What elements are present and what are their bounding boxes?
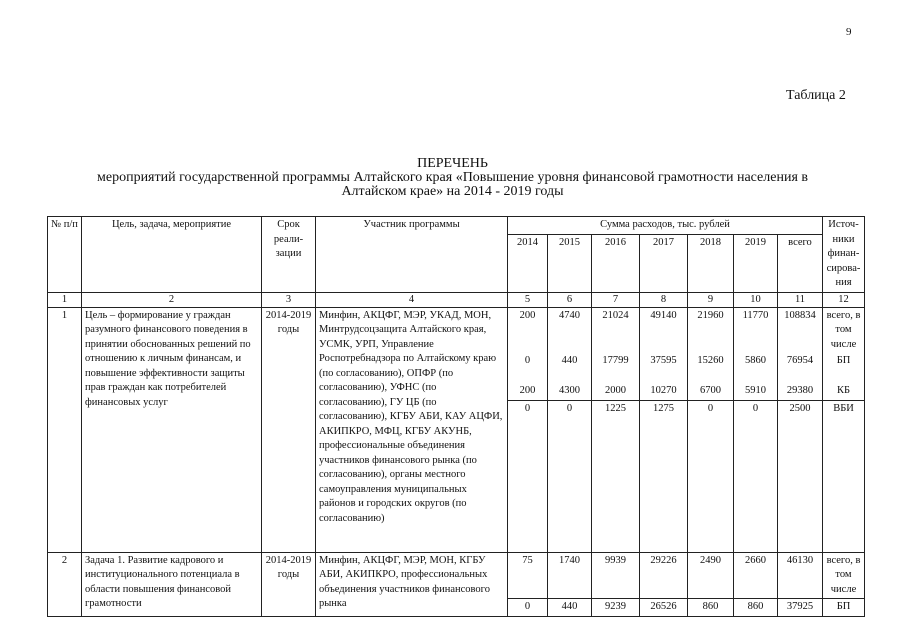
- column-number: 10: [734, 292, 778, 307]
- funding-value: 21024: [592, 307, 640, 353]
- header-sum: Сумма расходов, тыс. рублей: [508, 217, 823, 235]
- funding-value: 0: [548, 400, 592, 552]
- row-participant: Минфин, АКЦФГ, МЭР, УКАД, МОН, Минтрудсоцзащита Алтайского края, УСМК, УРП, Управление Роспотребнадзора по Алтайскому краю (по согласованию), ОПФР (по согласованию), УФНС (по согласованию), ГУ ЦБ (по согласованию), КГБУ АБИ, КАУ АЦФИ, АКИПКРО, МФЦ, КГБУ АКУНБ, профессиональные объединения участников финансового рынка (по согласованию), органы местного самоуправления муниципальных районов и городских округов (по согласованию): [316, 307, 508, 552]
- column-number: 6: [548, 292, 592, 307]
- table-row: [48, 552, 865, 599]
- funding-value: 6700: [688, 383, 734, 400]
- column-number: 4: [316, 292, 508, 307]
- column-number: 9: [688, 292, 734, 307]
- funding-total: 29380: [778, 383, 823, 400]
- funding-value: 37595: [640, 353, 688, 383]
- funding-source: КБ: [823, 383, 865, 400]
- table-row: [48, 307, 865, 353]
- funding-value: 1740: [548, 552, 592, 599]
- row-participant: Минфин, АКЦФГ, МЭР, МОН, КГБУ АБИ, АКИПКРО, профессиональных объединения участников финансового рынка: [316, 552, 508, 616]
- funding-source: всего, в том числе: [823, 307, 865, 353]
- funding-source: ВБИ: [823, 400, 865, 552]
- column-numbers-row: [48, 292, 865, 307]
- funding-value: 4740: [548, 307, 592, 353]
- funding-value: 0: [508, 353, 548, 383]
- funding-source: БП: [823, 599, 865, 617]
- funding-value: 860: [734, 599, 778, 617]
- title-line-2: мероприятий государственной программы Алтайского края «Повышение уровня финансовой грамотности населения в: [97, 170, 808, 185]
- header-row: [48, 217, 865, 235]
- funding-source: БП: [823, 353, 865, 383]
- funding-total: 46130: [778, 552, 823, 599]
- header-year: 2017: [640, 234, 688, 292]
- funding-value: 5910: [734, 383, 778, 400]
- funding-source: всего, в том числе: [823, 552, 865, 599]
- row-goal: Цель – формирование у граждан разумного финансового поведения в принятии обоснованных решений по отношению к личным финансам, и повышение эффективности защиты прав граждан как потребителей финансовых услуг: [82, 307, 262, 552]
- row-number: 1: [48, 307, 82, 552]
- header-year: 2014: [508, 234, 548, 292]
- table-label: Таблица 2: [786, 88, 846, 103]
- funding-value: 9939: [592, 552, 640, 599]
- header-num: № п/п: [48, 217, 82, 293]
- funding-value: 200: [508, 383, 548, 400]
- header-term: Срок реали-зации: [262, 217, 316, 293]
- funding-value: 0: [734, 400, 778, 552]
- funding-value: 440: [548, 599, 592, 617]
- column-number: 1: [48, 292, 82, 307]
- funding-value: 200: [508, 307, 548, 353]
- funding-value: 860: [688, 599, 734, 617]
- header-participant: Участник программы: [316, 217, 508, 293]
- header-year: 2016: [592, 234, 640, 292]
- funding-value: 1275: [640, 400, 688, 552]
- column-number: 3: [262, 292, 316, 307]
- column-number: 8: [640, 292, 688, 307]
- funding-value: 2490: [688, 552, 734, 599]
- column-number: 11: [778, 292, 823, 307]
- column-number: 2: [82, 292, 262, 307]
- funding-value: 11770: [734, 307, 778, 353]
- row-term: 2014-2019 годы: [262, 552, 316, 616]
- funding-value: 26526: [640, 599, 688, 617]
- column-number: 5: [508, 292, 548, 307]
- funding-value: 29226: [640, 552, 688, 599]
- row-term: 2014-2019 годы: [262, 307, 316, 552]
- funding-value: 1225: [592, 400, 640, 552]
- funding-value: 17799: [592, 353, 640, 383]
- funding-total: 108834: [778, 307, 823, 353]
- measures-table: [47, 216, 865, 617]
- funding-value: 10270: [640, 383, 688, 400]
- funding-value: 75: [508, 552, 548, 599]
- funding-value: 0: [508, 400, 548, 552]
- row-number: 2: [48, 552, 82, 616]
- funding-value: 5860: [734, 353, 778, 383]
- funding-value: 49140: [640, 307, 688, 353]
- header-total: всего: [778, 234, 823, 292]
- page-number: 9: [846, 26, 852, 38]
- funding-value: 4300: [548, 383, 592, 400]
- header-goal: Цель, задача, мероприятие: [82, 217, 262, 293]
- funding-value: 21960: [688, 307, 734, 353]
- funding-total: 2500: [778, 400, 823, 552]
- funding-value: 15260: [688, 353, 734, 383]
- header-year: 2018: [688, 234, 734, 292]
- funding-total: 37925: [778, 599, 823, 617]
- header-source: Источ-ники финан-сирова-ния: [823, 217, 865, 293]
- funding-value: 2000: [592, 383, 640, 400]
- title-line-3: Алтайском крае» на 2014 - 2019 годы: [341, 184, 564, 199]
- funding-value: 440: [548, 353, 592, 383]
- funding-value: 0: [688, 400, 734, 552]
- column-number: 7: [592, 292, 640, 307]
- column-number: 12: [823, 292, 865, 307]
- title-heading: ПЕРЕЧЕНЬ: [417, 156, 488, 171]
- funding-value: 9239: [592, 599, 640, 617]
- row-goal: Задача 1. Развитие кадрового и институционального потенциала в области повышения финансовой грамотности: [82, 552, 262, 616]
- funding-value: 0: [508, 599, 548, 617]
- header-year: 2019: [734, 234, 778, 292]
- funding-value: 2660: [734, 552, 778, 599]
- funding-total: 76954: [778, 353, 823, 383]
- header-year: 2015: [548, 234, 592, 292]
